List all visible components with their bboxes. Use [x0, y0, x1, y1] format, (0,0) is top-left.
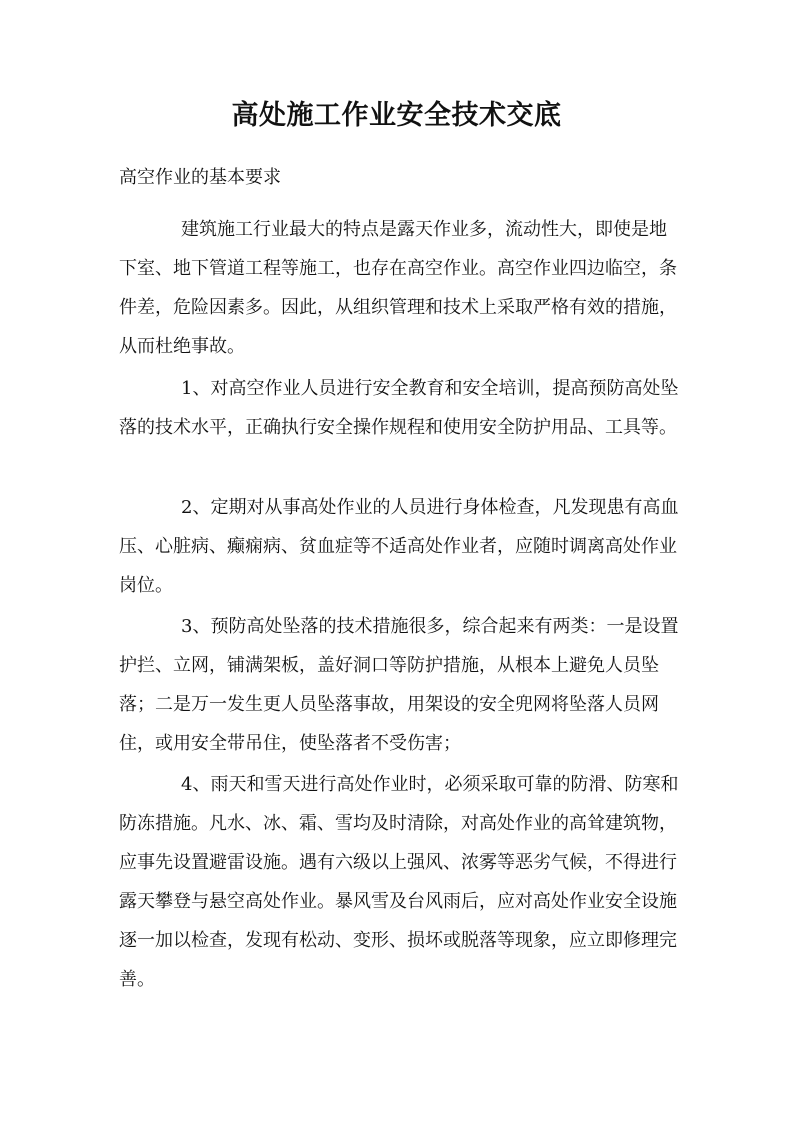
item-paragraph-2: 2、定期对从事高处作业的人员进行身体检查，凡发现患有高血压、心脏病、癫痫病、贫血症等不适高处作业者，应随时调离高处作业岗位。 — [119, 497, 679, 596]
item-paragraph-1: 1、对高空作业人员进行安全教育和安全培训，提高预防高处坠落的技术水平，正确执行安全操作规程和使用安全防护用品、工具等。 — [119, 378, 679, 438]
intro-paragraph: 建筑施工行业最大的特点是露天作业多，流动性大，即使是地下室、地下管道工程等施工，也存在高空作业。高空作业四边临空，条件差，危险因素多。因此，从组织管理和技术上采取严格有效的措施，从而杜绝事故。 — [119, 219, 677, 357]
item-paragraph-4: 4、雨天和雪天进行高处作业时，必须采取可靠的防滑、防寒和防冻措施。凡水、冰、霜、雪均及时清除，对高处作业的高耸建筑物，应事先设置避雷设施。遇有六级以上强风、浓雾等恶劣气候，不得进行露天攀登与悬空高处作业。暴风雪及台风雨后，应对高处作业安全设施逐一加以检查，发现有松动、变形、损坏或脱落等现象，应立即修理完善。 — [119, 774, 679, 990]
item-paragraph-3: 3、预防高处坠落的技术措施很多，综合起来有两类：一是设置护拦、立网，铺满架板，盖好洞口等防护措施，从根本上避免人员坠落；二是万一发生更人员坠落事故，用架设的安全兜网将坠落人员网住，或用安全带吊住，使坠落者不受伤害； — [119, 616, 679, 754]
document-title: 高处施工作业安全技术交底 — [231, 100, 562, 131]
section-heading: 高空作业的基本要求 — [119, 167, 281, 188]
